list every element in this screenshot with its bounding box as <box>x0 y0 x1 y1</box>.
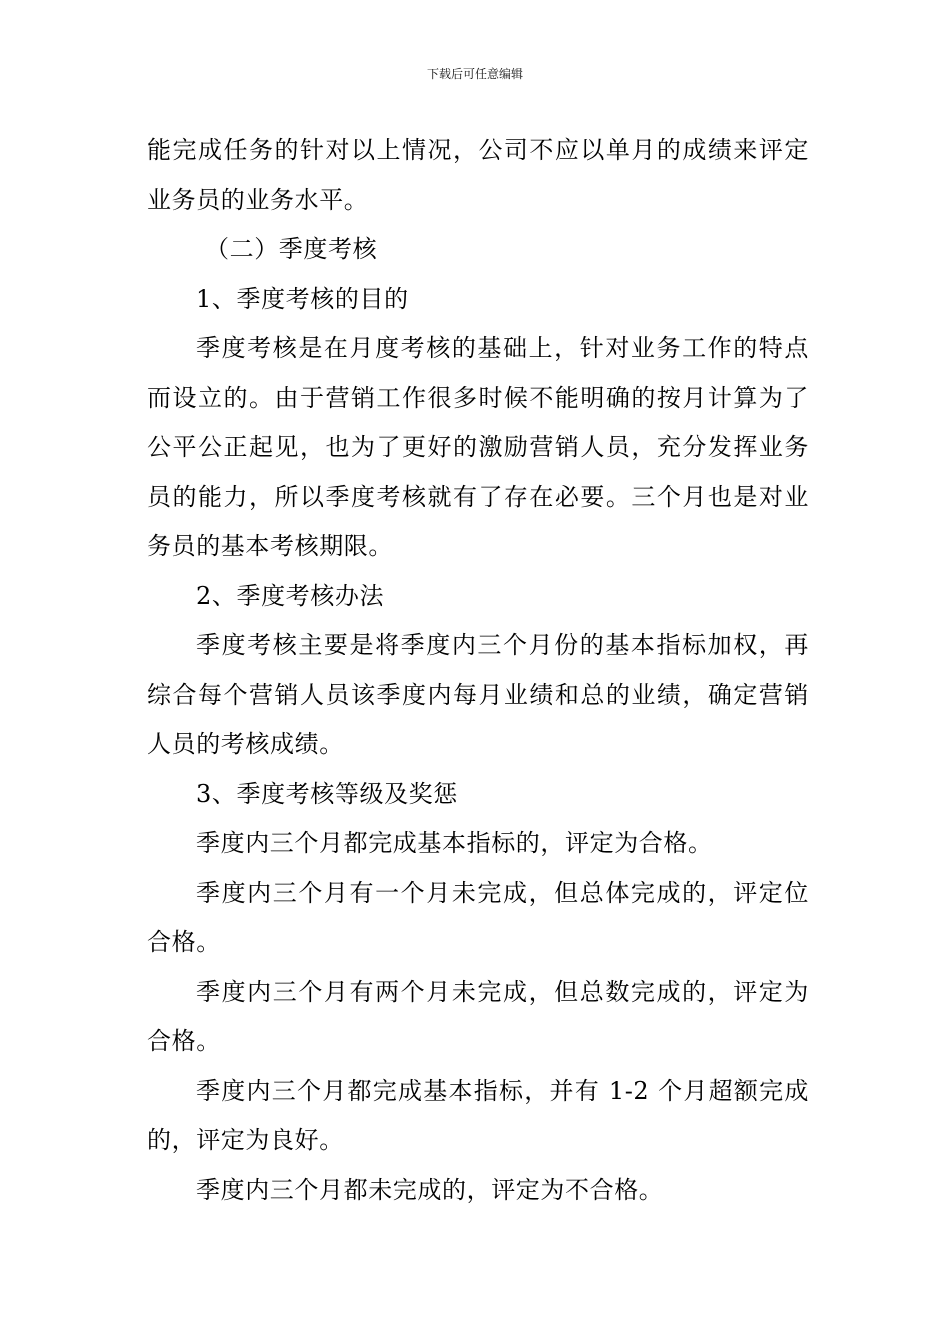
paragraph-grade-one-missed: 季度内三个月有一个月未完成，但总体完成的，评定位合格。 <box>147 878 809 956</box>
document-body <box>147 126 809 1215</box>
paragraph-grade-fail: 季度内三个月都未完成的，评定为不合格。 <box>196 1175 664 1204</box>
subheading-method: 2、季度考核办法 <box>196 581 385 610</box>
section-heading-quarterly-review: （二）季度考核 <box>205 235 378 263</box>
paragraph-method: 季度考核主要是将季度内三个月份的基本指标加权，再综合每个营销人员该季度内每月业绩和总的业绩，确定营销人员的考核成绩。 <box>147 631 809 758</box>
subheading-purpose: 1、季度考核的目的 <box>196 284 409 313</box>
paragraph-grade-pass-all: 季度内三个月都完成基本指标的，评定为合格。 <box>196 829 713 857</box>
page-header: 下载后可任意编辑 <box>426 67 523 81</box>
paragraph-grade-two-missed: 季度内三个月有两个月未完成，但总数完成的，评定为合格。 <box>147 977 809 1055</box>
subheading-grades: 3、季度考核等级及奖惩 <box>196 779 458 808</box>
paragraph-grade-good: 季度内三个月都完成基本指标，并有 1-2 个月超额完成的，评定为良好。 <box>147 1076 809 1154</box>
paragraph-continuation: 能完成任务的针对以上情况，公司不应以单月的成绩来评定业务员的业务水平。 <box>147 136 809 214</box>
paragraph-purpose: 季度考核是在月度考核的基础上，针对业务工作的特点而设立的。由于营销工作很多时候不能明确的按月计算为了公平公正起见，也为了更好的激励营销人员，充分发挥业务员的能力，所以季度考核就有了存在必要。三个月也是对业务员的基本考核期限。 <box>147 334 809 560</box>
